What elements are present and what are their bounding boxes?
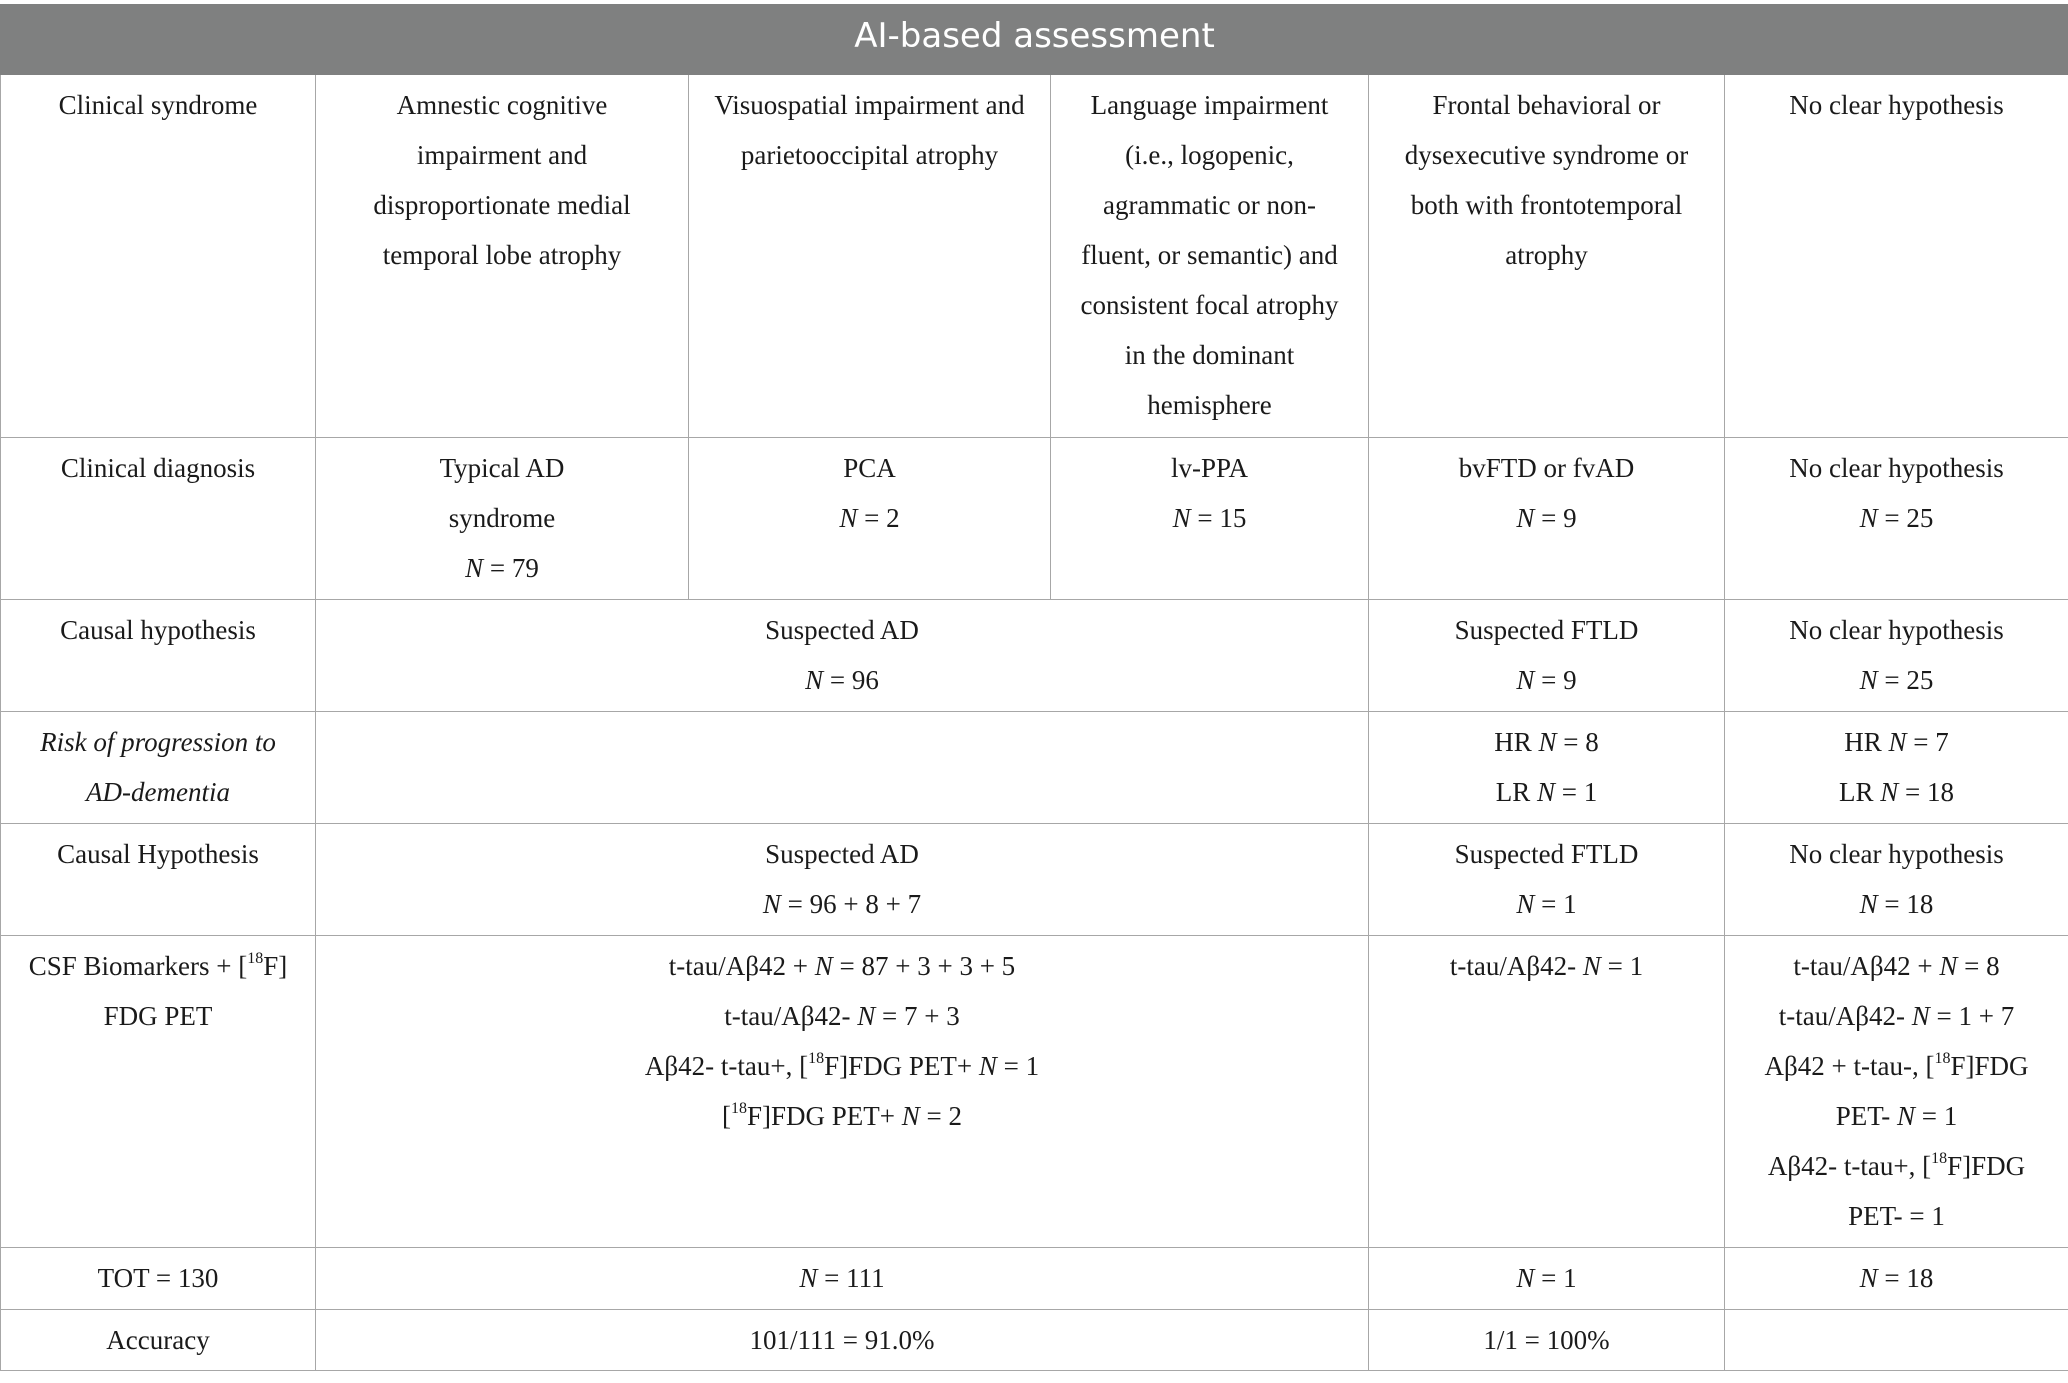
row-label-clinical-syndrome: Clinical syndrome	[1, 75, 316, 438]
cell-frontal-syndrome: Frontal behavioral or dysexecutive syndrome or both with frontotemporal atrophy	[1369, 75, 1725, 438]
suspected-ad-count: N = 96	[805, 665, 879, 695]
pca-count: N = 2	[839, 503, 900, 533]
risk-nc-hr: HR N = 7	[1844, 727, 1949, 757]
bvftd-count: N = 9	[1516, 503, 1577, 533]
row-label-causal-hypothesis: Causal hypothesis	[1, 600, 316, 712]
csf-ad-line-3: Aβ42- t-tau+, [$^{18}$F]FDG PET+ N = 1	[644, 1050, 1040, 1081]
csf-nc-line-4: PET- N = 1	[1835, 1101, 1958, 1131]
bvftd-label: bvFTD or fvAD	[1458, 453, 1635, 483]
cell-total-ad: N = 111	[316, 1248, 1369, 1310]
csf-nc-line-3: Aβ42 + t-tau-, [$^{18}$F]FDG	[1764, 1050, 2029, 1081]
ai-assessment-table	[0, 4, 2068, 1371]
csf-ad-line-4: [$^{18}$F]FDG PET+ N = 2	[722, 1100, 962, 1131]
cell-accuracy-ftld: 1/1 = 100%	[1369, 1310, 1725, 1371]
cell-diagnosis-no-clear	[1725, 438, 2068, 600]
diagnosis-no-clear-label: No clear hypothesis	[1789, 453, 2004, 483]
cell-csf-ad	[316, 936, 1369, 1248]
cell-accuracy-no-clear	[1725, 1310, 2068, 1371]
cell-risk-ad-empty	[316, 712, 1369, 824]
causal-no-clear-label: No clear hypothesis	[1789, 615, 2004, 645]
cell-causal-no-clear	[1725, 600, 2068, 712]
typical-ad-count: N = 79	[465, 553, 539, 583]
table-row-accuracy	[1, 1310, 2068, 1371]
risk-ftld-lr: LR N = 1	[1495, 777, 1598, 807]
csf-nc-line-5: Aβ42- t-tau+, [$^{18}$F]FDG	[1767, 1150, 2026, 1181]
suspected-ad-label: Suspected AD	[765, 615, 919, 645]
row-label-csf-biomarkers: CSF Biomarkers + [$^{18}$F] FDG PET	[1, 936, 316, 1248]
row-label-causal-hypothesis-2: Causal Hypothesis	[1, 824, 316, 936]
csf-ftld-line-1: t-tau/Aβ42- N = 1	[1449, 951, 1644, 981]
pca-label: PCA	[843, 453, 896, 483]
suspected-ftld-label: Suspected FTLD	[1454, 615, 1639, 645]
cell-no-clear-syndrome: No clear hypothesis	[1725, 75, 2068, 438]
lvppa-count: N = 15	[1172, 503, 1247, 533]
cell-typical-ad	[316, 438, 689, 600]
cell-pca	[689, 438, 1051, 600]
csf-nc-line-6: PET- = 1	[1848, 1201, 1945, 1231]
suspected-ftld-2-count: N = 1	[1516, 889, 1577, 919]
table-row-causal-hypothesis-2	[1, 824, 2068, 936]
diagnosis-no-clear-count: N = 25	[1859, 503, 1934, 533]
cell-lvppa	[1051, 438, 1369, 600]
cell-bvftd	[1369, 438, 1725, 600]
cell-language-syndrome: Language impairment (i.e., logopenic, agrammatic or non-fluent, or semantic) and consistent focal atrophy in the dominant hemisphere	[1051, 75, 1369, 438]
row-label-accuracy: Accuracy	[1, 1310, 316, 1371]
suspected-ad-2-label: Suspected AD	[765, 839, 919, 869]
risk-ftld-hr: HR N = 8	[1494, 727, 1599, 757]
table-title: AI-based assessment	[1, 5, 2068, 75]
csf-ad-line-1: t-tau/Aβ42 + N = 87 + 3 + 3 + 5	[668, 951, 1016, 981]
cell-accuracy-ad: 101/111 = 91.0%	[316, 1310, 1369, 1371]
cell-risk-ftld	[1369, 712, 1725, 824]
csf-nc-line-1: t-tau/Aβ42 + N = 8	[1793, 951, 2000, 981]
causal-no-clear-count: N = 25	[1859, 665, 1934, 695]
row-label-clinical-diagnosis: Clinical diagnosis	[1, 438, 316, 600]
cell-total-ftld: N = 1	[1369, 1248, 1725, 1310]
causal-2-no-clear-count: N = 18	[1859, 889, 1934, 919]
row-label-risk-progression: Risk of progression to AD-dementia	[1, 712, 316, 824]
table-row-causal-hypothesis	[1, 600, 2068, 712]
table-row-risk-progression	[1, 712, 2068, 824]
lvppa-label: lv-PPA	[1170, 453, 1249, 483]
table-row-clinical-syndrome	[1, 75, 2068, 438]
cell-csf-ftld	[1369, 936, 1725, 1248]
row-label-total: TOT = 130	[1, 1248, 316, 1310]
suspected-ftld-2-label: Suspected FTLD	[1454, 839, 1639, 869]
cell-suspected-ad	[316, 600, 1369, 712]
table-row-csf-biomarkers	[1, 936, 2068, 1248]
cell-suspected-ftld-2	[1369, 824, 1725, 936]
cell-suspected-ad-2	[316, 824, 1369, 936]
cell-causal-2-no-clear	[1725, 824, 2068, 936]
csf-ad-line-2: t-tau/Aβ42- N = 7 + 3	[724, 1001, 960, 1031]
risk-nc-lr: LR N = 18	[1839, 777, 1955, 807]
cell-visuospatial-syndrome: Visuospatial impairment and parietooccipital atrophy	[689, 75, 1051, 438]
suspected-ad-2-count: N = 96 + 8 + 7	[762, 889, 922, 919]
csf-nc-line-2: t-tau/Aβ42- N = 1 + 7	[1778, 1001, 2015, 1031]
typical-ad-line-2: syndrome	[448, 503, 556, 533]
table-header-row	[1, 5, 2068, 75]
cell-risk-no-clear	[1725, 712, 2068, 824]
cell-total-no-clear: N = 18	[1725, 1248, 2068, 1310]
typical-ad-line-1: Typical AD	[439, 453, 565, 483]
cell-csf-no-clear	[1725, 936, 2068, 1248]
table-wrapper	[0, 4, 2068, 1371]
suspected-ftld-count: N = 9	[1516, 665, 1577, 695]
cell-amnestic-syndrome: Amnestic cognitive impairment and disproportionate medial temporal lobe atrophy	[316, 75, 689, 438]
causal-2-no-clear-label: No clear hypothesis	[1789, 839, 2004, 869]
table-row-total	[1, 1248, 2068, 1310]
cell-suspected-ftld	[1369, 600, 1725, 712]
table-row-clinical-diagnosis	[1, 438, 2068, 600]
